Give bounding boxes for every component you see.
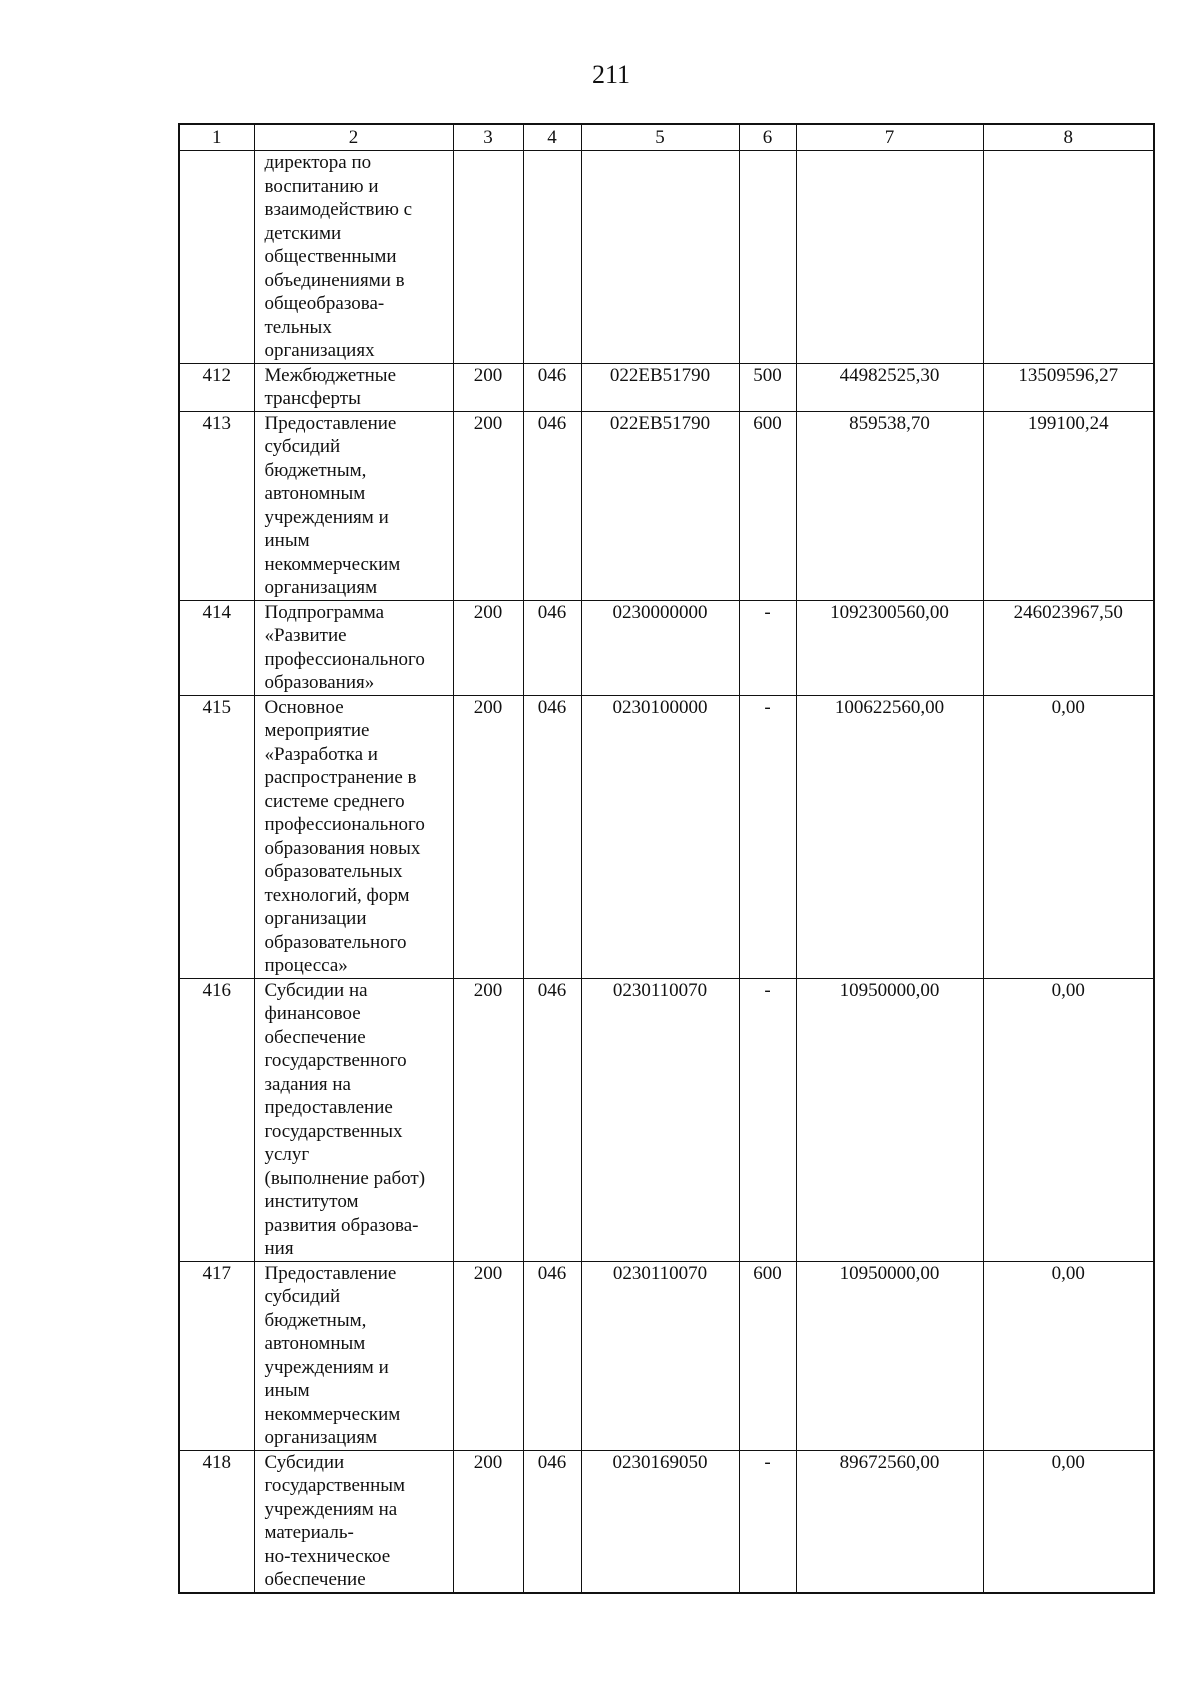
department-code-cell: 046 [523, 600, 581, 695]
description-line: детскими [264, 222, 342, 244]
amount-planned-cell [796, 151, 983, 364]
table-row [179, 695, 1154, 978]
description-line: Подпрограмма [264, 601, 385, 623]
description-line: автономным [264, 1333, 366, 1354]
expense-type-cell: - [739, 695, 796, 978]
amount-planned-cell: 10950000,00 [796, 978, 983, 1261]
target-article-cell: 0230100000 [581, 695, 739, 978]
table-row [179, 363, 1154, 411]
amount-planned-cell: 44982525,30 [796, 363, 983, 411]
amount-executed-cell: 0,00 [983, 978, 1154, 1261]
description-line: задания на [264, 1073, 351, 1095]
description-line: «Развитие [264, 625, 347, 646]
description-line: технологий, форм [264, 884, 410, 906]
description-cell [254, 1261, 453, 1450]
section-code-cell [453, 151, 523, 364]
description-cell [254, 600, 453, 695]
description-line: ния [264, 1238, 294, 1259]
budget-table [178, 123, 1155, 1594]
header-column-3: 3 [453, 124, 523, 151]
expense-type-cell: 600 [739, 1261, 796, 1450]
header-column-1: 1 [179, 124, 254, 151]
description-line: профессионального [264, 648, 425, 670]
description-line: учреждениям на [264, 1498, 398, 1520]
amount-executed-cell: 0,00 [983, 1261, 1154, 1450]
description-line: общеобразова- [264, 293, 385, 314]
description-line: распространение в [264, 767, 417, 788]
target-article-cell: 022ЕВ51790 [581, 411, 739, 600]
expense-type-cell: 600 [739, 411, 796, 600]
table-row [179, 600, 1154, 695]
target-article-cell: 0230169050 [581, 1450, 739, 1593]
description-line: организациях [264, 340, 375, 361]
description-line: организациям [264, 1427, 378, 1448]
section-code-cell: 200 [453, 363, 523, 411]
description-line: материаль- [264, 1522, 354, 1543]
expense-type-cell: - [739, 600, 796, 695]
amount-executed-cell: 13509596,27 [983, 363, 1154, 411]
description-line: общественными [264, 246, 397, 267]
description-line: профессионального [264, 814, 425, 835]
description-line: (выполнение работ) [264, 1167, 426, 1189]
row-number-cell: 413 [179, 411, 254, 600]
expense-type-cell [739, 151, 796, 364]
description-line: но-техническое [264, 1545, 391, 1567]
expense-type-cell: - [739, 1450, 796, 1593]
header-column-7: 7 [796, 124, 983, 151]
description-line: Предоставление [264, 412, 397, 434]
description-line: образования» [264, 672, 375, 693]
target-article-cell: 0230110070 [581, 1261, 739, 1450]
description-line: Субсидии на [264, 979, 368, 1001]
description-line: Основное [264, 696, 344, 718]
description-line: иным [264, 530, 310, 551]
description-line: процесса» [264, 955, 348, 976]
row-number-cell: 417 [179, 1261, 254, 1450]
table-header [179, 124, 1154, 151]
description-line: автономным [264, 483, 366, 504]
department-code-cell: 046 [523, 1450, 581, 1593]
description-line: образовательного [264, 931, 407, 953]
section-code-cell: 200 [453, 1261, 523, 1450]
header-row [179, 124, 1154, 151]
description-line: государственным [264, 1475, 406, 1496]
row-number-cell: 418 [179, 1450, 254, 1593]
table-row [179, 1450, 1154, 1593]
department-code-cell: 046 [523, 1261, 581, 1450]
section-code-cell: 200 [453, 411, 523, 600]
expense-type-cell: - [739, 978, 796, 1261]
page-number: 211 [591, 60, 631, 89]
expense-type-cell: 500 [739, 363, 796, 411]
description-cell [254, 411, 453, 600]
description-line: государственного [264, 1050, 407, 1071]
description-line: обеспечение [264, 1569, 366, 1590]
description-line: образования новых [264, 837, 421, 859]
target-article-cell: 0230110070 [581, 978, 739, 1261]
description-line: некоммерческим [264, 553, 401, 575]
department-code-cell: 046 [523, 411, 581, 600]
description-line: услуг [264, 1144, 310, 1165]
description-line: трансферты [264, 388, 361, 409]
row-number-cell: 414 [179, 600, 254, 695]
amount-executed-cell: 199100,24 [983, 411, 1154, 600]
description-line: взаимодействию с [264, 199, 413, 220]
description-line: организациям [264, 577, 378, 598]
row-number-cell: 415 [179, 695, 254, 978]
department-code-cell [523, 151, 581, 364]
table-body [179, 151, 1154, 1593]
description-cell [254, 695, 453, 978]
amount-executed-cell [983, 151, 1154, 364]
description-line: директора по [264, 152, 372, 173]
description-line: бюджетным, [264, 459, 367, 481]
description-line: Субсидии [264, 1451, 345, 1473]
description-line: иным [264, 1380, 310, 1401]
row-number-cell: 412 [179, 363, 254, 411]
target-article-cell: 022ЕВ51790 [581, 363, 739, 411]
amount-planned-cell: 89672560,00 [796, 1450, 983, 1593]
department-code-cell: 046 [523, 695, 581, 978]
description-line: развития образова- [264, 1214, 419, 1236]
description-line: некоммерческим [264, 1403, 401, 1425]
description-cell [254, 151, 453, 364]
description-line: тельных [264, 316, 332, 338]
table-row [179, 1261, 1154, 1450]
department-code-cell: 046 [523, 978, 581, 1261]
amount-planned-cell: 859538,70 [796, 411, 983, 600]
header-column-4: 4 [523, 124, 581, 151]
target-article-cell: 0230000000 [581, 600, 739, 695]
target-article-cell [581, 151, 739, 364]
description-line: Предоставление [264, 1262, 397, 1284]
description-line: обеспечение [264, 1026, 366, 1048]
section-code-cell: 200 [453, 978, 523, 1261]
department-code-cell: 046 [523, 363, 581, 411]
description-line: финансовое [264, 1003, 361, 1024]
description-line: образовательных [264, 861, 403, 882]
section-code-cell: 200 [453, 600, 523, 695]
description-line: институтом [264, 1191, 359, 1212]
description-line: предоставление [264, 1097, 393, 1118]
description-line: бюджетным, [264, 1309, 367, 1331]
description-cell [254, 363, 453, 411]
header-column-8: 8 [983, 124, 1154, 151]
description-line: организации [264, 908, 367, 929]
row-number-cell: 416 [179, 978, 254, 1261]
description-line: воспитанию и [264, 175, 379, 197]
amount-planned-cell: 100622560,00 [796, 695, 983, 978]
amount-executed-cell: 0,00 [983, 1450, 1154, 1593]
section-code-cell: 200 [453, 1450, 523, 1593]
description-line: системе среднего [264, 790, 405, 812]
amount-executed-cell: 0,00 [983, 695, 1154, 978]
amount-planned-cell: 1092300560,00 [796, 600, 983, 695]
description-line: государственных [264, 1120, 403, 1142]
row-number-cell [179, 151, 254, 364]
header-column-2: 2 [254, 124, 453, 151]
amount-executed-cell: 246023967,50 [983, 600, 1154, 695]
section-code-cell: 200 [453, 695, 523, 978]
table-row [179, 978, 1154, 1261]
description-line: субсидий [264, 1286, 341, 1307]
description-line: учреждениям и [264, 506, 389, 528]
description-line: субсидий [264, 436, 341, 457]
description-line: объединениями в [264, 269, 405, 291]
amount-planned-cell: 10950000,00 [796, 1261, 983, 1450]
table-row [179, 151, 1154, 364]
description-line: мероприятие [264, 720, 370, 741]
description-line: «Разработка и [264, 743, 378, 765]
description-line: учреждениям и [264, 1356, 389, 1378]
header-column-6: 6 [739, 124, 796, 151]
header-column-5: 5 [581, 124, 739, 151]
description-cell [254, 1450, 453, 1593]
description-cell [254, 978, 453, 1261]
table-row [179, 411, 1154, 600]
description-line: Межбюджетные [264, 364, 396, 386]
